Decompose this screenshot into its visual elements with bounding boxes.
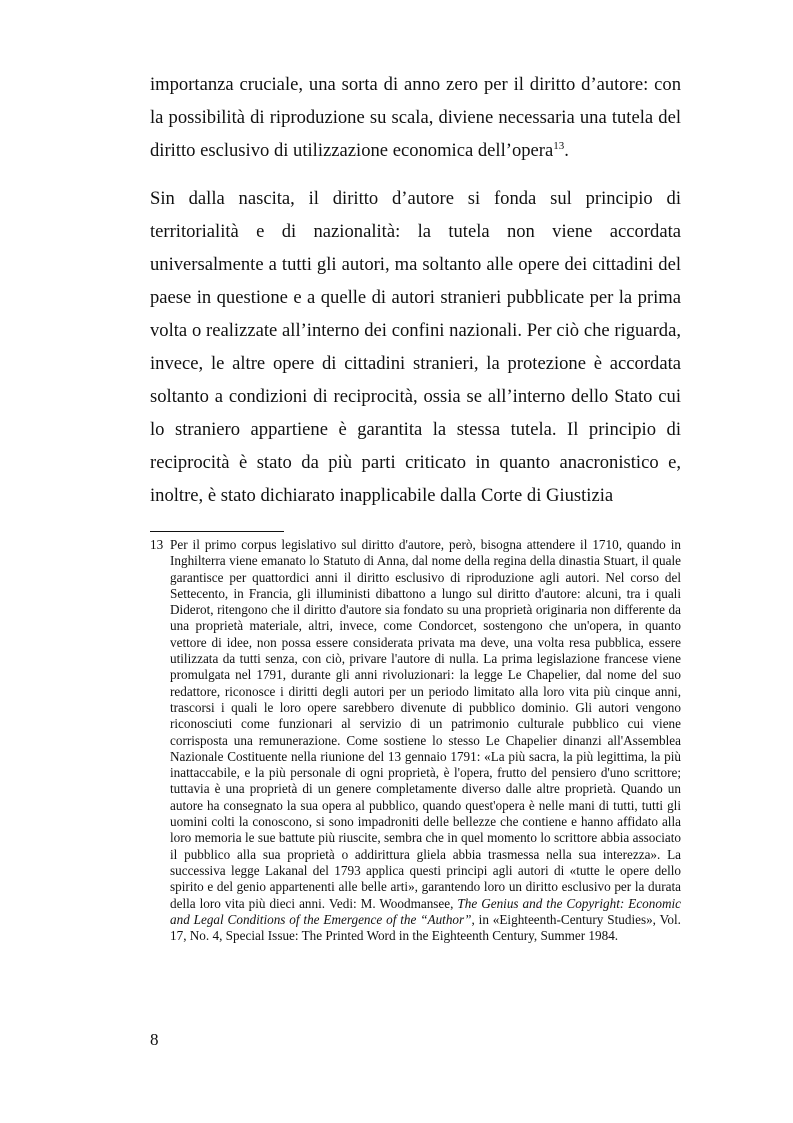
footnote-cited-title: The Genius and the Copyright: Economic and Legal Conditions of the Emergence of the “Author” — [170, 895, 682, 927]
main-text-column — [150, 68, 681, 512]
footnote-13 — [150, 537, 681, 944]
page-number: 8 — [150, 1030, 159, 1049]
paragraph-2: Sin dalla nascita, il diritto d’autore si fonda sul principio di territorialità e di nazionalità: la tutela non viene accordata universalmente a tutti gli autori, ma soltanto alle opere dei cittadini del paese in questione e a quelle di autori stranieri pubblicate per la prima volta o realizzate all’interno dei confini nazionali. Per ciò che riguarda, invece, le altre opere di cittadini stranieri, la protezione è accordata soltanto a condizioni di reciprocità, ossia se all’interno dello Stato cui lo straniero appartiene è garantita la stessa tutela. Il principio di reciprocità è stato da più parti criticato in quanto anacronistico e, inoltre, è stato dichiarato inapplicabile dalla Corte di Giustizia — [150, 188, 681, 506]
paragraph-1-text: importanza cruciale, una sorta di anno zero per il diritto d’autore: con la possibilità di riproduzione su scala, diviene necessaria una tutela del diritto esclusivo di utilizzazione economica dell’opera — [150, 74, 681, 161]
paragraph-1 — [150, 68, 681, 167]
footnote-text-b: , in «Eighteenth-Century Studies», Vol. 17, No. 4, Special Issue: The Printed Word in the Eighteenth Century, Summer 1984. — [170, 911, 681, 944]
footnote-separator — [150, 531, 284, 532]
footnote-number: 13 — [150, 537, 164, 552]
footnote-reference-13[interactable]: 13 — [553, 139, 565, 152]
footnote-text-a: Per il primo corpus legislativo sul diritto d'autore, però, bisogna attendere il 1710, quando in Inghilterra viene emanato lo Statuto di Anna, dal nome della regina della dinastia Stuart, il quale garantisce per quattordici anni il diritto esclusivo di riproduzione agli autori. Nel corso del Settecento, in Francia, gli illuministi dibattono a lungo sul diritto d'autore: alcuni, tra i quali Diderot, ritengono che il diritto d'autore sia fondato su una proprietà originaria non differente da una proprietà materiale, altri, invece, come Condorcet, sostengono che un'opera, in quanto vettore di idee, non possa essere considerata privata ma deve, una volta resa pubblica, essere utilizzata da tutti senza, con ciò, privare l'autore di nulla. La prima legislazione francese viene promulgata nel 1791, durante gli anni rivoluzionari: la legge Le Chapelier, dal nome del suo redattore, riconosce i diritti degli autori per un periodo limitato alla loro vita più cinque anni, trascorsi i quali le loro opere sarebbero divenute di pubblico dominio. Gli autori vengono riconosciuti come funzionari al servizio di un patrimonio culturale pubblico cui viene corrisposta una remunerazione. Come sostiene lo stesso Le Chapelier dinanzi all'Assemblea Nazionale Costituente nella riunione del 13 gennaio 1791: «La più sacra, la più legittima, la più inattaccabile, e la più personale di ogni proprietà, è l'opera, frutto del pensiero d'uno scrittore; tuttavia è una proprietà di un genere completamente diverso dalle altre proprietà. Quando un autore ha consegnato la sua opera al pubblico, quando quest'opera è nelle mani di tutti, tutti gli uomini colti la conoscono, si sono impadroniti delle bellezze che contiene e hanno affidato alla loro memoria le sue battute più riuscite, sembra che in quel momento lo scrittore abbia associato il pubblico alla sua proprietà o addirittura gliela abbia trasmessa nella sua interezza». La successiva legge Lakanal del 1793 applica questi principi agli autori di «tutte le opere dello spirito e del genio appartenenti alle belle arti», garantendo loro un diritto esclusivo per la durata della loro vita più dieci anni. Vedi: M. Woodmansee, — [170, 537, 681, 911]
paragraph-1-end: . — [564, 140, 569, 161]
